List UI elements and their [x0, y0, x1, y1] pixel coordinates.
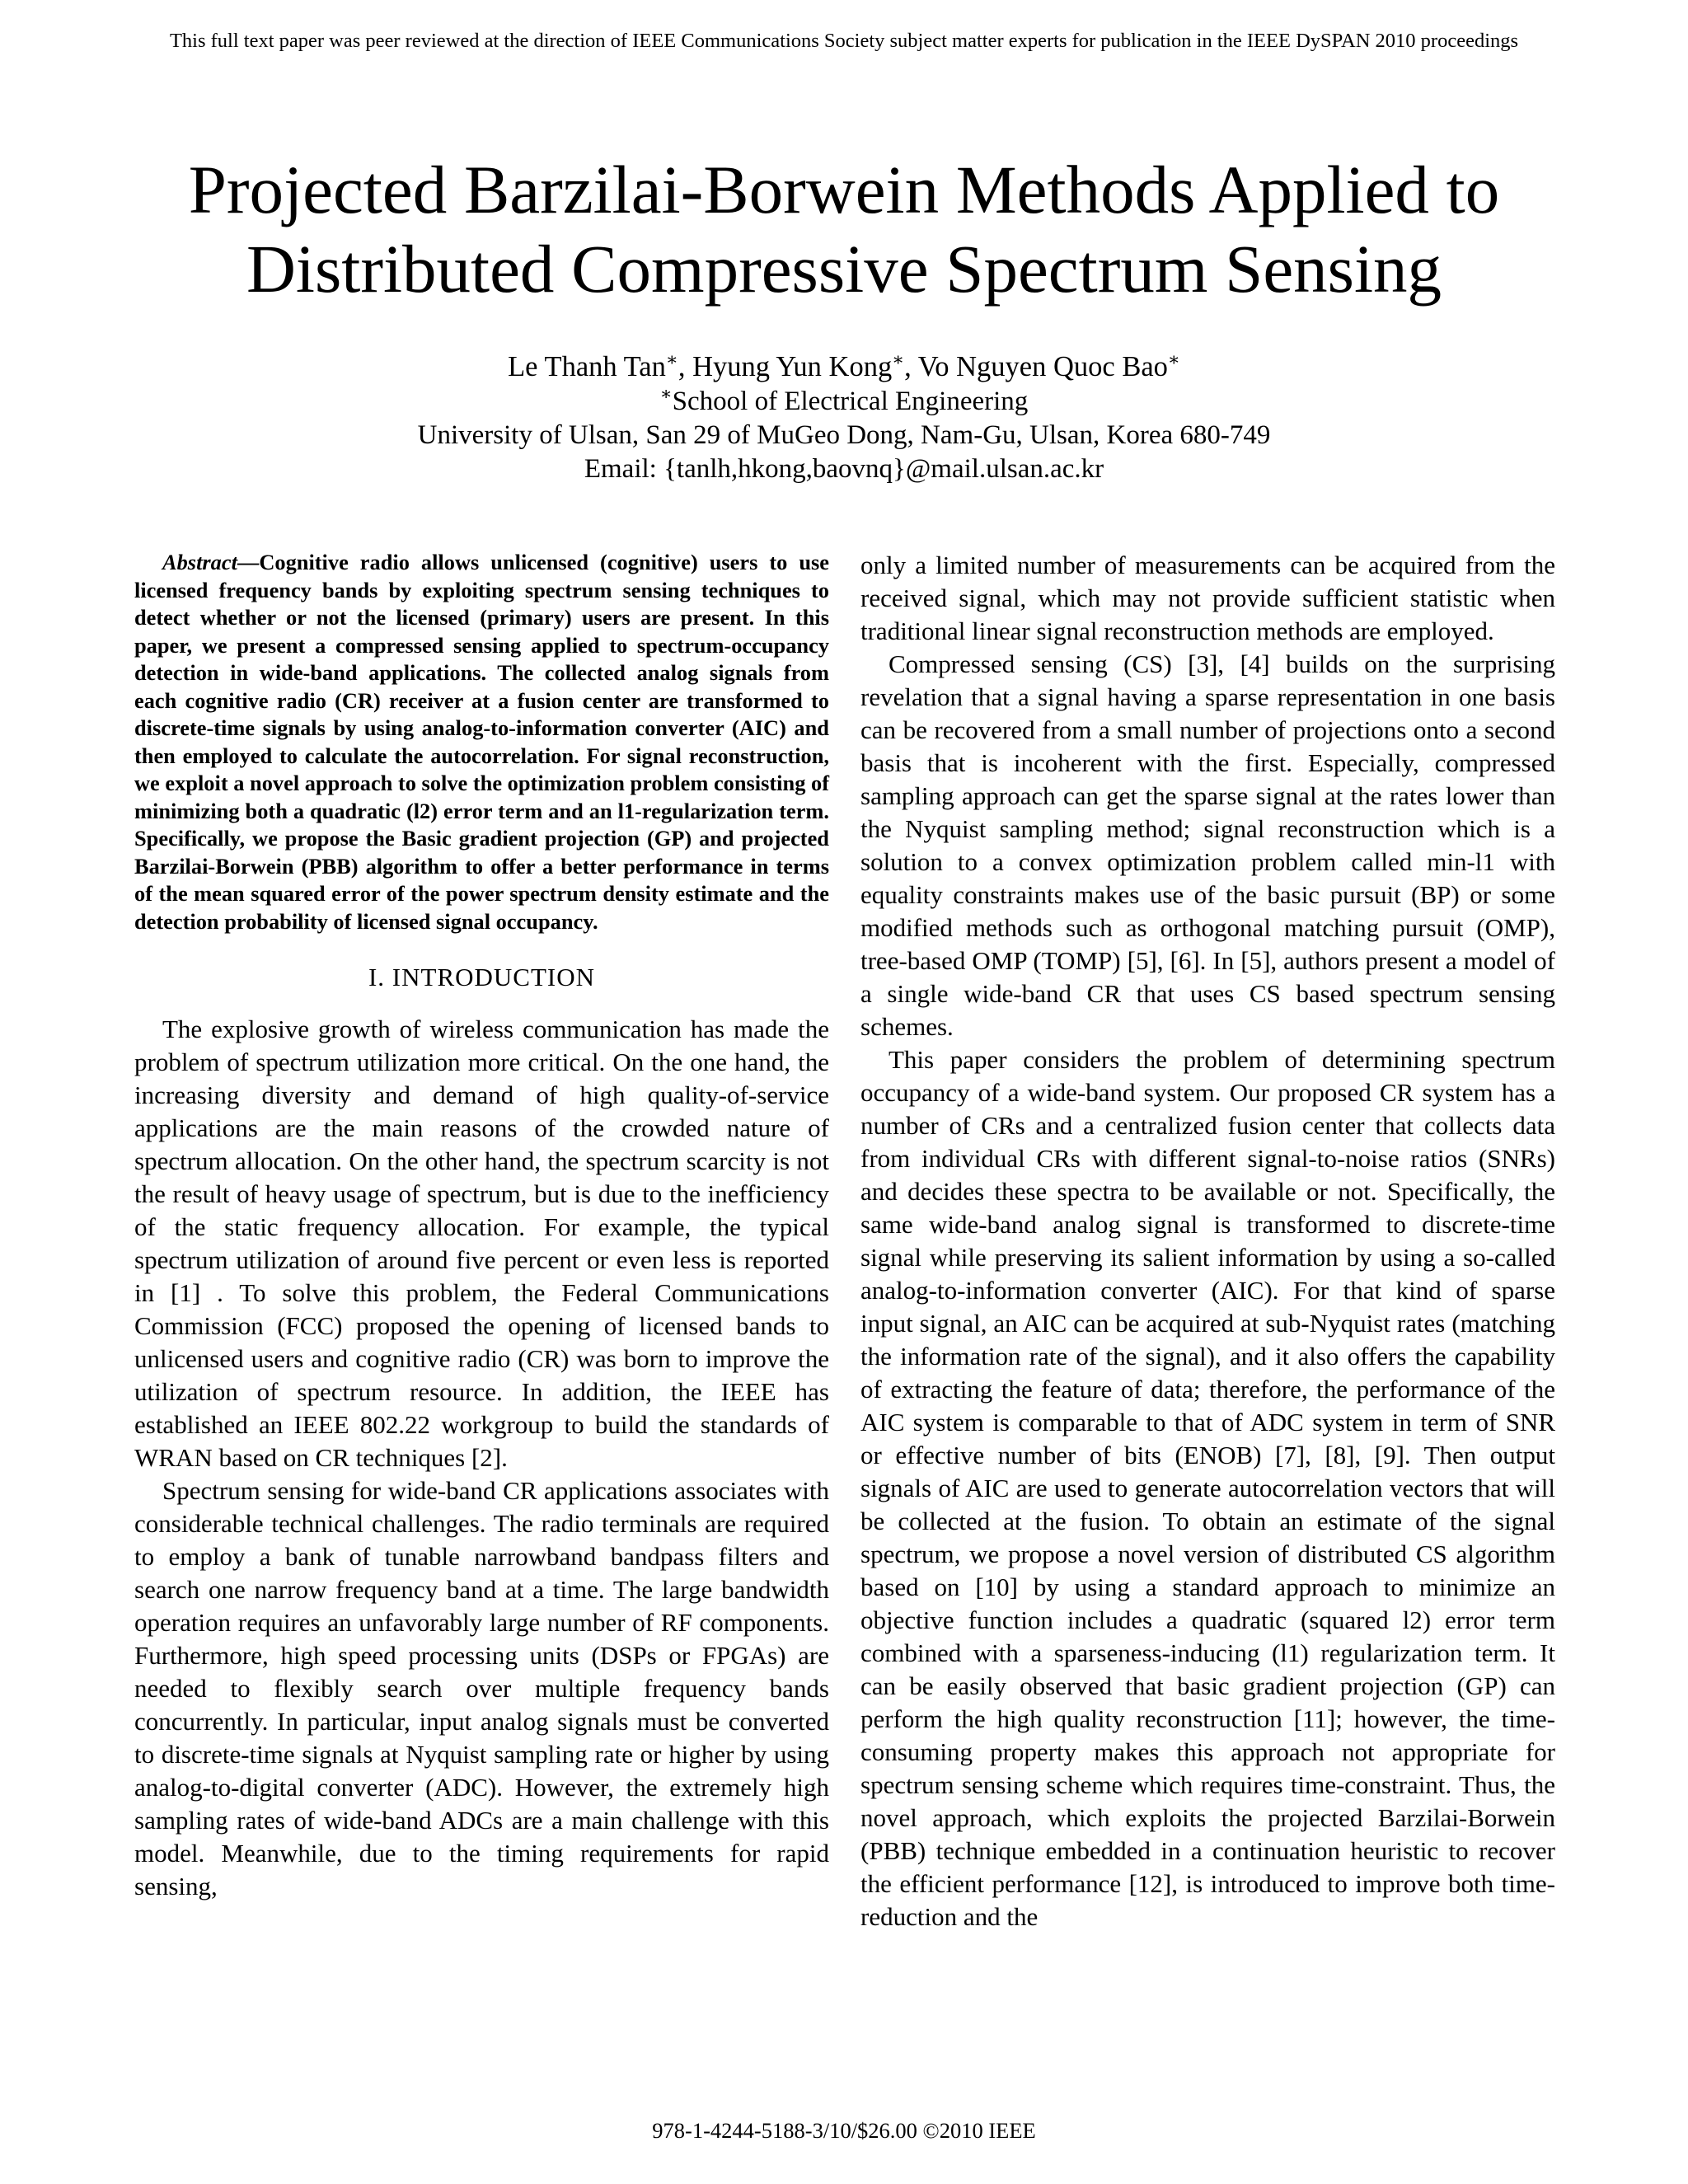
- author-2: , Hyung Yun Kong: [678, 351, 893, 382]
- affiliation-marker: ∗: [665, 349, 678, 370]
- affiliation-university: University of Ulsan, San 29 of MuGeo Dong, Nam-Gu, Ulsan, Korea 680-749: [417, 420, 1271, 450]
- body-paragraph: Compressed sensing (CS) [3], [4] builds on the surprising revelation that a signal having a sparse representation in one basis can be recovered from a small number of projections onto a second basis that is incoherent with the first. Especially, compressed sampling approach can get the sparse signal at the rates lower than the Nyquist sampling method; signal reconstruction which is a solution to a convex optimization problem called min-l1 with equality constraints makes use of the basic pursuit (BP) or some modified methods such as orthogonal matching pursuit (OMP), tree-based OMP (TOMP) [5], [6]. In [5], authors present a model of a single wide-band CR that uses CS based spectrum sensing schemes.: [860, 649, 1555, 1041]
- paper-title: [124, 150, 1564, 308]
- right-column: [860, 549, 1555, 1933]
- title-line-2: Distributed Compressive Spectrum Sensing: [246, 231, 1442, 307]
- peer-review-notice: This full text paper was peer reviewed at the direction of IEEE Communications Society subject matter experts for publication in the IEEE DySPAN 2010 proceedings: [169, 30, 1519, 52]
- left-column: [134, 549, 829, 1903]
- abstract-heading: Abstract: [162, 550, 237, 574]
- author-block: [0, 349, 1688, 486]
- abstract: [134, 549, 829, 935]
- author-names: [0, 349, 1688, 385]
- affiliation-marker: ∗: [659, 383, 673, 404]
- body-paragraph-continued: only a limited number of measurements can be acquired from the received signal, which may not provide sufficient statistic when traditional linear signal reconstruction methods are employed.: [860, 551, 1555, 645]
- body-paragraph: This paper considers the problem of determining spectrum occupancy of a wide-band system. Our proposed CR system has a number of CRs and a centralized fusion center that collects data from individual CRs with different signal-to-noise ratios (SNRs) and decides these spectra to be available or not. Specifically, the same wide-band analog signal is transformed to discrete-time signal while preserving its salient information by using a so-called analog-to-information converter (AIC). For that kind of sparse input signal, an AIC can be acquired at sub-Nyquist rates (matching the information rate of the signal), and it also offers the capability of extracting the feature of data; therefore, the performance of the AIC system is comparable to that of ADC system in term of SNR or effective number of bits (ENOB) [7], [8], [9]. Then output signals of AIC are used to generate autocorrelation vectors that will be collected at the fusion. To obtain an estimate of the signal spectrum, we propose a novel version of distributed CS algorithm based on [10] by using a standard approach to minimize an objective function includes a quadratic (squared l2) error term combined with a sparseness-inducing (l1) regularization term. It can be easily observed that basic gradient projection (GP) can perform the high quality reconstruction [11]; however, the time-consuming property makes this approach not appropriate for spectrum sensing scheme which requires time-constraint. Thus, the novel approach, which exploits the projected Barzilai-Borwein (PBB) technique embedded in a continuation heuristic to recover the efficient performance [12], is introduced to improve both time-reduction and the: [860, 1045, 1555, 1931]
- author-3: , Vo Nguyen Quoc Bao: [904, 351, 1168, 382]
- affiliation-marker: ∗: [892, 349, 905, 370]
- affiliation-school: [0, 385, 1688, 419]
- author-email: Email: {tanlh,hkong,baovnq}@mail.ulsan.ac.kr: [584, 454, 1104, 484]
- abstract-body: —Cognitive radio allows unlicensed (cognitive) users to use licensed frequency bands by exploiting spectrum sensing techniques to detect whether or not the licensed (primary) users are present. In this paper, we present a compressed sensing applied to spectrum-occupancy detection in wide-band applications. The collected analog signals from each cognitive radio (CR) receiver at a fusion center are transformed to discrete-time signals by using analog-to-information converter (AIC) and then employed to calculate the autocorrelation. For signal reconstruction, we exploit a novel approach to solve the optimization problem consisting of minimizing both a quadratic (l2) error term and an l1-regularization term. Specifically, we propose the Basic gradient projection (GP) and projected Barzilai-Borwein (PBB) algorithm to offer a better performance in terms of the mean squared error of the power spectrum density estimate and the detection probability of licensed signal occupancy.: [134, 550, 829, 934]
- body-paragraph: The explosive growth of wireless communication has made the problem of spectrum utilization more critical. On the one hand, the increasing diversity and demand of high quality-of-service applications are the main reasons of the crowded nature of spectrum allocation. On the other hand, the spectrum scarcity is not the result of heavy usage of spectrum, but is due to the inefficiency of the static frequency allocation. For example, the typical spectrum utilization of around five percent or even less is reported in [1] . To solve this problem, the Federal Communications Commission (FCC) proposed the opening of licensed bands to unlicensed users and cognitive radio (CR) was born to improve the utilization of spectrum resource. In addition, the IEEE has established an IEEE 802.22 workgroup to build the standards of WRAN based on CR techniques [2].: [134, 1015, 829, 1472]
- school-name: School of Electrical Engineering: [672, 387, 1029, 416]
- title-line-1: Projected Barzilai-Borwein Methods Applied to: [188, 152, 1500, 227]
- section-heading-introduction: I. INTRODUCTION: [368, 963, 596, 991]
- body-paragraph: Spectrum sensing for wide-band CR applications associates with considerable technical challenges. The radio terminals are required to employ a bank of tunable narrowband bandpass filters and search one narrow frequency band at a time. The large bandwidth operation requires an unfavorably large number of RF components. Furthermore, high speed processing units (DSPs or FPGAs) are needed to flexibly search over multiple frequency bands concurrently. In particular, input analog signals must be converted to discrete-time signals at Nyquist sampling rate or higher by using analog-to-digital converter (ADC). However, the extremely high sampling rates of wide-band ADCs are a main challenge with this model. Meanwhile, due to the timing requirements for rapid sensing,: [134, 1476, 829, 1900]
- author-1: Le Thanh Tan: [508, 351, 666, 382]
- copyright-footer: 978-1-4244-5188-3/10/$26.00 ©2010 IEEE: [652, 2118, 1036, 2143]
- affiliation-marker: ∗: [1167, 349, 1180, 370]
